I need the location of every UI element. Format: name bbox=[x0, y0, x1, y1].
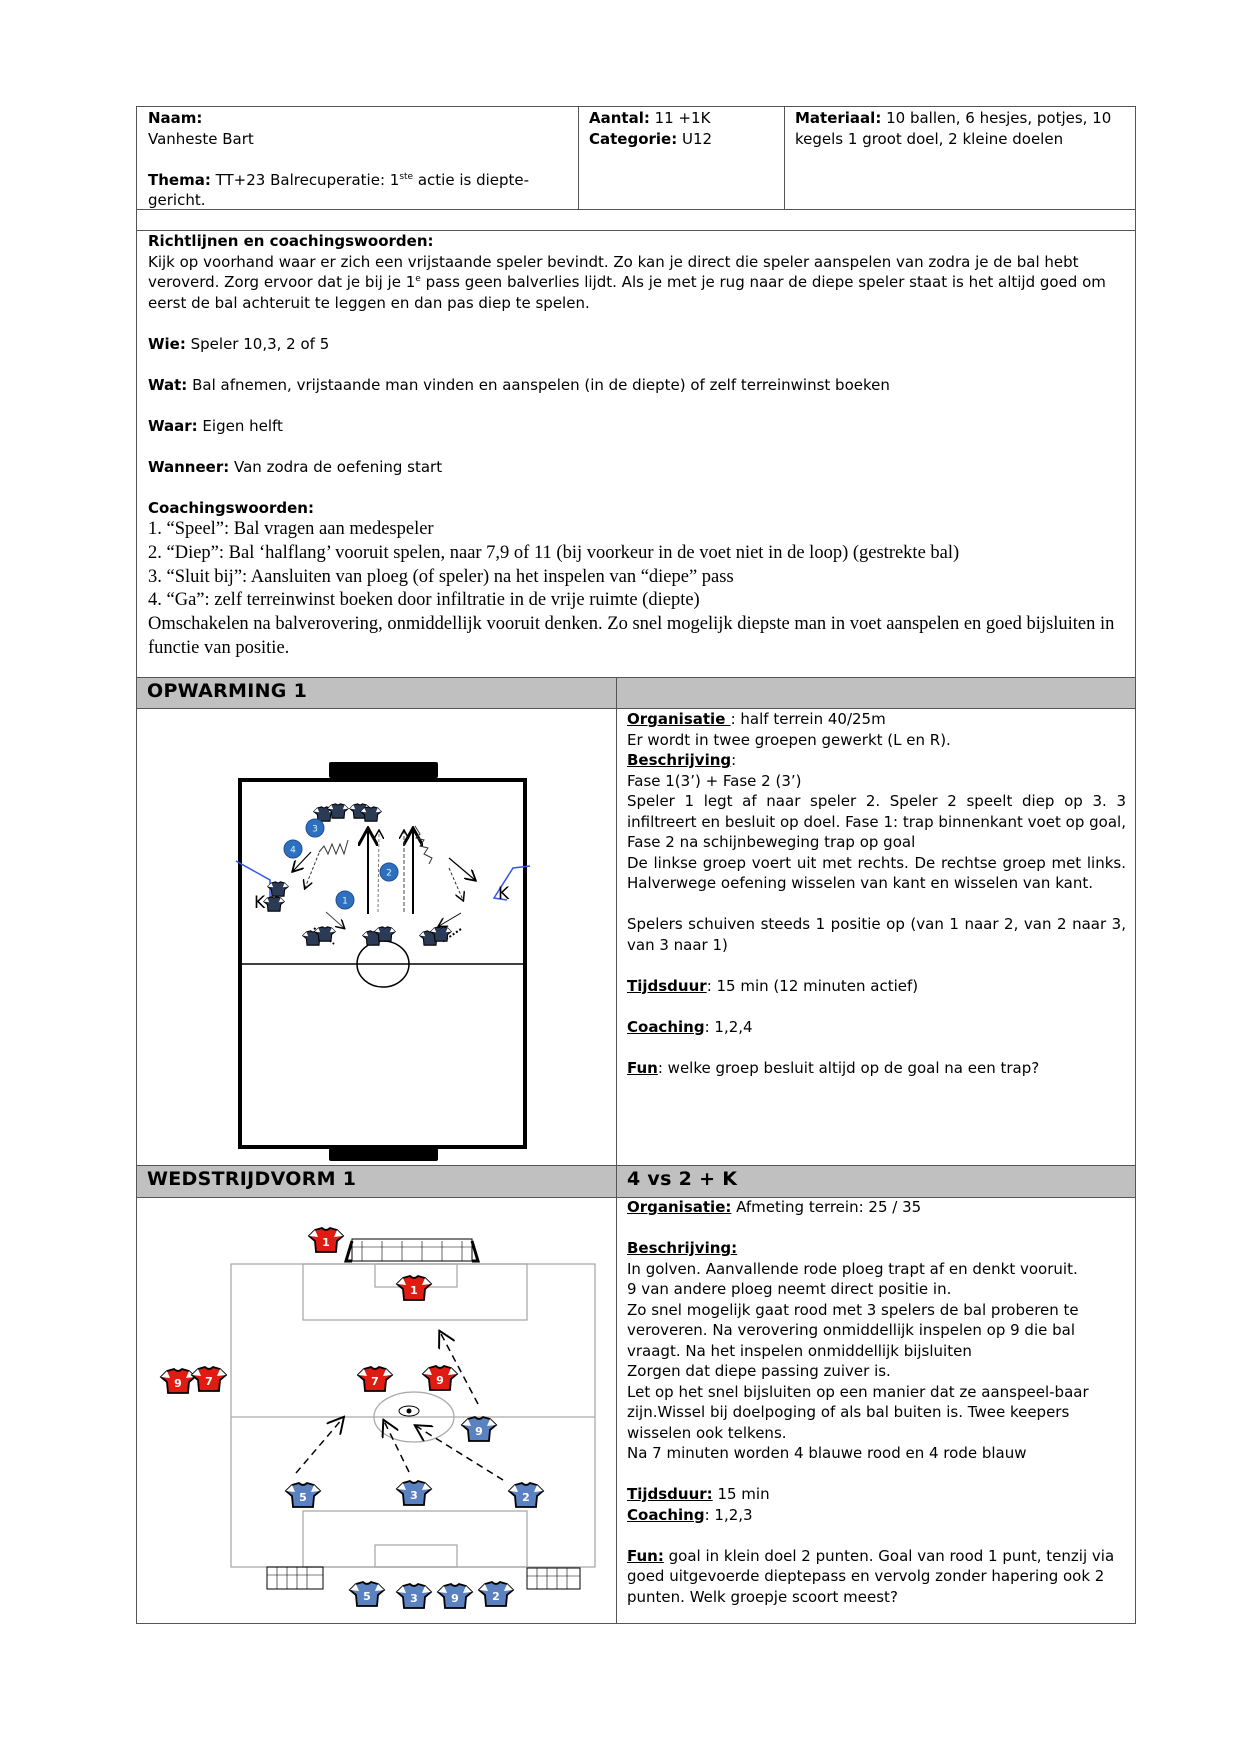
coaching-item: 3. “Sluit bij”: Aansluiten van ploeg (of speler) na het inspelen van “diepe” pass bbox=[148, 566, 734, 587]
coaching-title: Coachingswoorden: bbox=[148, 498, 314, 517]
wedstrijdvorm-diagram bbox=[136, 1197, 616, 1623]
intro-text-post: pass geen balverlies lijdt. Als je met je rug naar de diepe speler staat is het altijd goed om eerst de bal achteruit te leggen en dan pas diep te spelen. bbox=[148, 273, 1106, 312]
tijdsduur-label: Tijdsduur bbox=[627, 976, 707, 995]
coaching-value: : 1,2,3 bbox=[704, 1505, 753, 1524]
player-shirt-icon bbox=[286, 1483, 320, 1507]
tijdsduur-value: : 15 min (12 minuten actief) bbox=[706, 976, 919, 995]
waar-line bbox=[148, 416, 1128, 437]
wedstrijdvorm-header bbox=[136, 1165, 617, 1198]
wedstrijdvorm-title: WEDSTRIJDVORM 1 bbox=[147, 1168, 357, 1190]
beschrijving-label: Beschrijving bbox=[627, 751, 732, 769]
wedstrijdvorm-text bbox=[627, 1197, 1126, 1607]
naam-label: Naam: bbox=[148, 109, 203, 127]
shirt-number: 9 bbox=[436, 1374, 444, 1387]
organisatie-label: Organisatie bbox=[627, 710, 731, 728]
wedstrijdvorm-subtitle: 4 vs 2 + K bbox=[627, 1168, 738, 1190]
description-text: De linkse groep voert uit met rechts. De rechtse groep met links. Halverwege oefening wisselen van kant en wisselen van kant. bbox=[627, 853, 1126, 892]
categorie-label: Categorie: bbox=[589, 129, 678, 148]
aantal-value: 11 +1K bbox=[649, 109, 711, 127]
groepen-text: Er wordt in twee groepen gewerkt (L en R). bbox=[627, 730, 951, 749]
wat-value: Bal afnemen, vrijstaande man vinden en aanspelen (in de diepte) of zelf terreinwinst boeken bbox=[187, 375, 890, 394]
tijdsduur-label: Tijdsduur: bbox=[627, 1485, 713, 1503]
keeper-label: K bbox=[498, 884, 510, 904]
aantal-label: Aantal: bbox=[589, 109, 650, 127]
shirt-number: 2 bbox=[492, 1590, 500, 1603]
naam-value: Vanheste Bart bbox=[148, 129, 254, 148]
player-shirt-icon bbox=[309, 1228, 343, 1252]
aantal-block bbox=[589, 108, 779, 149]
description-text: Spelers schuiven steeds 1 positie op (van 1 naar 2, van 2 naar 3, van 3 naar 1) bbox=[627, 915, 1126, 954]
organisatie-value: Afmeting terrein: 25 / 35 bbox=[731, 1198, 922, 1216]
pass-arrow bbox=[439, 913, 461, 926]
wie-line bbox=[148, 334, 1128, 355]
pass-arrow bbox=[449, 868, 463, 900]
pass-arrow bbox=[378, 831, 379, 912]
description-line: 9 van andere ploeg neemt direct positie in. bbox=[627, 1280, 952, 1298]
wat-line bbox=[148, 375, 1128, 396]
coaching-label: Coaching bbox=[627, 1017, 705, 1036]
player-shirt-icon bbox=[358, 1367, 392, 1391]
goal-bottom bbox=[329, 1148, 438, 1161]
player-shirt-icon bbox=[192, 1367, 226, 1391]
thema-value-post: actie is diepte-gericht. bbox=[148, 170, 530, 209]
player-shirt-icon bbox=[397, 1481, 431, 1505]
pass-arrow bbox=[326, 912, 344, 928]
player-shirt-icon bbox=[423, 1366, 457, 1390]
pass-arrow bbox=[384, 1421, 409, 1472]
player-shirt-icon bbox=[361, 807, 381, 821]
opwarming-title: OPWARMING 1 bbox=[147, 680, 308, 702]
thema-label: Thema: bbox=[148, 170, 211, 189]
player-shirt-icon bbox=[509, 1483, 543, 1507]
player-shirt-icon bbox=[264, 897, 284, 911]
description-line: In golven. Aanvallende rode ploeg trapt af en denkt vooruit. bbox=[627, 1259, 1078, 1278]
shirt-number: 9 bbox=[475, 1425, 483, 1438]
waar-label: Waar: bbox=[148, 416, 198, 435]
goal-large bbox=[346, 1239, 478, 1261]
intro-sup: e bbox=[415, 274, 421, 284]
guidelines-title: Richtlijnen en coachingswoorden: bbox=[148, 232, 434, 250]
coaching-item: 4. “Ga”: zelf terreinwinst boeken door infiltratie in de vrije ruimte (diepte) bbox=[148, 590, 700, 611]
player-shirt-icon bbox=[397, 1276, 431, 1300]
description-line: Zo snel mogelijk gaat rood met 3 spelers de bal proberen te veroveren. Na verovering onmiddellijk inspelen op 9 die bal vraagt. Na het inspelen onmiddellijk bijsluiten bbox=[627, 1300, 1079, 1360]
organisatie-value: : half terrein 40/25m bbox=[730, 710, 886, 728]
fun-label: Fun bbox=[627, 1058, 658, 1077]
categorie-value: U12 bbox=[677, 129, 713, 148]
description-line: Na 7 minuten worden 4 blauwe rood en 4 rode blauw bbox=[627, 1444, 1027, 1462]
wanneer-value: Van zodra de oefening start bbox=[229, 457, 443, 476]
wanneer-label: Wanneer: bbox=[148, 457, 230, 476]
opwarming-header bbox=[136, 677, 617, 709]
wat-label: Wat: bbox=[148, 375, 188, 394]
guidelines-intro bbox=[148, 252, 1128, 314]
materiaal-label: Materiaal: bbox=[795, 109, 882, 127]
fun-value: : welke groep besluit altijd op de goal na een trap? bbox=[657, 1058, 1040, 1077]
goal-small-left bbox=[267, 1567, 323, 1589]
coaching-label: Coaching bbox=[627, 1505, 705, 1524]
guidelines-block bbox=[148, 231, 1128, 661]
player-shirt-icon bbox=[397, 1584, 431, 1608]
coaching-summary: Omschakelen na balverovering, onmiddellijk vooruit denken. Zo snel mogelijk diepste man in voet aanspelen en goed bijsluiten in functie van positie. bbox=[148, 614, 1115, 658]
player-shirt-icon bbox=[479, 1582, 513, 1606]
shirt-number: 9 bbox=[451, 1592, 459, 1605]
numbered-player-icon bbox=[306, 819, 324, 837]
organisatie-label: Organisatie: bbox=[627, 1198, 732, 1216]
tijdsduur-value: 15 min bbox=[712, 1485, 770, 1503]
player-shirt-icon bbox=[462, 1417, 496, 1441]
coaching-item: 2. “Diep”: Bal ‘halflang’ vooruit spelen, naar 7,9 of 11 (bij voorkeur in de voet niet in de loop) (gestrekte bal) bbox=[148, 542, 960, 563]
fase-text: Fase 1(3’) + Fase 2 (3’) bbox=[627, 771, 802, 790]
thema-sup: ste bbox=[399, 171, 414, 182]
svg-text:4: 4 bbox=[290, 845, 296, 856]
wie-value: Speler 10,3, 2 of 5 bbox=[185, 334, 330, 353]
pass-arrow bbox=[449, 858, 475, 880]
fun-value: goal in klein doel 2 punten. Goal van rood 1 punt, tenzij via goed uitgevoerde dieptepass en vervolg zonder hapering ook 2 punten. Welk groepje scoort meest? bbox=[627, 1546, 1115, 1606]
shirt-number: 3 bbox=[410, 1592, 418, 1605]
wie-label: Wie: bbox=[148, 334, 186, 353]
waar-value: Eigen helft bbox=[197, 416, 283, 435]
dribble-line bbox=[415, 826, 432, 864]
intro-text: Kijk op voorhand waar er zich een vrijstaande speler bevindt. Zo kan je direct die speler aanspelen van zodra je de bal hebt veroverd. Zorg ervoor dat je bij je 1 bbox=[148, 252, 1079, 291]
player-shirt-icon bbox=[350, 1582, 384, 1606]
description-text: Speler 1 legt af naar speler 2. Speler 2 speelt diep op 3. 3 infiltreert en besluit op doel. Fase 1: trap binnenkant voet op goal, Fase 2 na schijnbeweging trap op goal bbox=[627, 792, 1126, 851]
description-line: Zorgen dat diepe passing zuiver is. bbox=[627, 1362, 891, 1380]
naam-block bbox=[148, 108, 568, 211]
thema-value: TT+23 Balrecuperatie: 1 bbox=[210, 170, 400, 189]
pass-arrow bbox=[296, 1418, 343, 1473]
shirt-number: 3 bbox=[410, 1489, 418, 1502]
player-shirt-icon bbox=[268, 882, 288, 896]
svg-text:1: 1 bbox=[342, 896, 348, 907]
spacer-row bbox=[136, 209, 1136, 231]
shirt-number: 1 bbox=[410, 1284, 418, 1297]
thema bbox=[148, 170, 568, 211]
numbered-player-icon bbox=[284, 840, 302, 858]
materiaal-block bbox=[795, 108, 1131, 149]
svg-text:3: 3 bbox=[312, 824, 318, 835]
fun-label: Fun: bbox=[627, 1546, 664, 1565]
shirt-number: 5 bbox=[299, 1491, 307, 1504]
description-line: Let op het snel bijsluiten op een manier dat ze aanspeel-baar zijn.Wissel bij doelpoging of als bal buiten is. Twee keepers wisselen ook telkens. bbox=[627, 1382, 1089, 1442]
coaching-item: 1. “Speel”: Bal vragen aan medespeler bbox=[148, 519, 434, 539]
shirt-number: 5 bbox=[363, 1590, 371, 1603]
player-shirt-icon bbox=[161, 1369, 195, 1393]
wedstrijdvorm-header-right bbox=[616, 1165, 1136, 1198]
opwarming-diagram bbox=[136, 708, 616, 1165]
materiaal-value: 10 ballen, 6 hesjes, potjes, 10 kegels 1 groot doel, 2 kleine doelen bbox=[795, 109, 1112, 148]
shirt-number: 7 bbox=[205, 1375, 213, 1388]
coaching-value: : 1,2,4 bbox=[704, 1017, 753, 1036]
wanneer-line bbox=[148, 457, 1128, 478]
shirt-number: 7 bbox=[371, 1375, 379, 1388]
shirt-number: 2 bbox=[522, 1491, 530, 1504]
coaching-list bbox=[148, 518, 1128, 661]
ball-icon bbox=[399, 1406, 419, 1416]
player-shirt-icon bbox=[438, 1584, 472, 1608]
dribble-line bbox=[319, 840, 348, 854]
opwarming-text: Organisatie : half terrein 40/25m Er wordt in twee groepen gewerkt (L en R). Beschrijving: Fase 1(3’) + Fase 2 (3’) Speler 1 legt af naar speler 2. Speler 2 speelt diep op 3. 3 infiltreert en besluit op doel. Fase 1: trap binnenkant voet op goal, Fase 2 na schijnbeweging trap op goal De linkse groep voert uit met rechts. De rechtse groep met links. Halverwege oefening wisselen van kant en wisselen van kant. Spelers schuiven steeds 1 positie op (van 1 naar 2, van 2 naar 3, van 3 naar 1) Tijdsduur: 15 min (12 minuten actief) Coaching: 1,2,4 Fun: welke groep besluit altijd op de goal na een trap? bbox=[627, 710, 1126, 1077]
numbered-player-icon bbox=[336, 891, 354, 909]
keeper-label: K bbox=[254, 893, 266, 913]
goal-top bbox=[329, 762, 438, 778]
opwarming-header-right bbox=[616, 677, 1136, 709]
beschrijving-label: Beschrijving: bbox=[627, 1239, 738, 1257]
svg-text:2: 2 bbox=[386, 868, 392, 879]
shirt-number: 9 bbox=[174, 1377, 182, 1390]
numbered-player-icon bbox=[380, 863, 398, 881]
pass-arrow bbox=[305, 853, 319, 888]
goal-small-right bbox=[527, 1568, 580, 1589]
shirt-number: 1 bbox=[322, 1236, 330, 1249]
